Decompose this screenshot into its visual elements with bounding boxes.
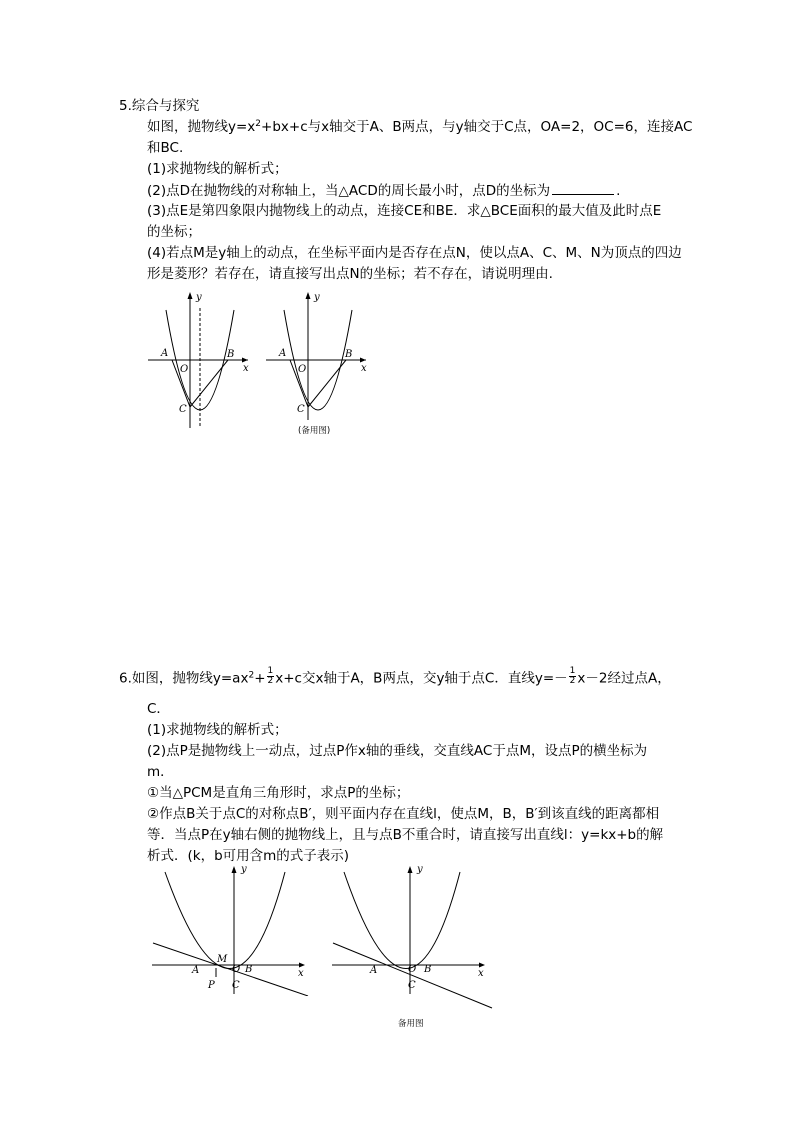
problem-6-figure-2 [330,862,498,1032]
problem-5-number: 5. [119,98,132,114]
line1-plus: + [254,670,266,687]
label-b: B [345,349,353,360]
q2-text: (2)点D在抛物线的对称轴上，当△ACD的周长最小时，点D的坐标为 [147,183,551,199]
label-x: x [478,968,484,979]
intro-text-b: +bx+c与x轴交于A、B两点，与y轴交于C点，OA=2，OC=6，连接AC [261,119,693,135]
fraction-one-half-2 [569,667,577,686]
label-b: B [424,964,432,975]
y-axis-arrow-icon [188,292,193,299]
label-y: y [314,292,320,303]
intro-text-a: 如图，抛物线y=x [147,119,256,135]
figure-caption: 备用图 [398,1019,424,1029]
intro-exponent: 2 [255,119,262,129]
label-o: O [180,364,189,375]
label-y: y [196,292,202,303]
x-axis-arrow-icon [299,963,305,968]
problem-5-q4a: (4)若点M是y轴上的动点，在坐标平面内是否存在点N，使以点A、C、M、N为顶点的四边 [147,245,682,261]
label-m: M [217,954,228,965]
label-p: P [208,980,215,991]
problem-5-title [119,97,199,115]
fraction-denominator: 2 [267,676,274,686]
problem-6-q2-1: ①当△PCM是直角三角形时，求点P的坐标； [147,785,410,801]
line1-exponent: 2 [248,670,255,681]
label-o: O [298,364,307,375]
label-a: A [192,965,200,976]
label-a: A [279,348,287,359]
y-axis-arrow-icon [306,292,311,299]
x-axis-arrow-icon [242,358,248,363]
label-c: C [297,404,305,415]
problem-6-q2b: m． [147,764,174,780]
label-c: C [179,404,187,415]
line1-text-a: 6.如图，抛物线y=ax [119,670,249,687]
problem-5-q3a: (3)点E是第四象限内抛物线上的动点，连接CE和BE．求△BCE面积的最大值及此时点E [147,203,662,219]
label-c: C [408,980,416,991]
problem-6-q2a: (2)点P是抛物线上一动点，过点P作x轴的垂线，交直线AC于点M，设点P的横坐标为 [147,743,648,759]
label-b: B [227,349,235,360]
fraction-numerator: 1 [267,666,274,676]
label-y: y [241,864,247,875]
problem-5-heading: 综合与探究 [131,98,200,114]
label-a: A [161,348,169,359]
label-x: x [298,968,304,979]
label-x: x [243,363,249,374]
label-a: A [370,965,378,976]
problem-5-q1: (1)求抛物线的解析式； [147,161,288,177]
problem-5-figure-1 [148,288,252,430]
x-axis-arrow-icon [360,358,366,363]
label-o: O [232,964,241,975]
line-ac [333,943,492,1008]
y-axis-arrow-icon [232,866,237,873]
problem-5-q3b: 的坐标； [147,224,201,240]
x-axis-arrow-icon [479,963,485,968]
line1-text-d: x－2经过点A， [577,670,671,687]
problem-5-q2 [147,181,620,200]
parabola [344,872,460,969]
fraction-numerator: 1 [569,666,576,676]
label-x: x [361,363,367,374]
label-y: y [417,864,423,875]
problem-6-q2-2c: 析式．(k，b可用含m的式子表示) [147,848,350,864]
problem-5-q4b: 形是菱形？若存在，请直接写出点N的坐标；若不存在，请说明理由. [147,266,553,282]
fraction-one-half [267,667,275,686]
segment-bc [190,360,228,407]
problem-6-q2-2b: 等．当点P在y轴右侧的抛物线上，且与点B不重合时，请直接写出直线l：y=kx+b的解 [147,827,664,843]
answer-blank[interactable] [552,181,614,195]
line1-text-c: x+c交x轴于A，B两点，交y轴于点C．直线y=－ [275,670,568,687]
problem-6-q2-2a: ②作点B关于点C的对称点B′，则平面内存在直线l，使点M，B，B′到该直线的距离都相 [147,806,660,822]
fraction-denominator: 2 [569,676,576,686]
label-o: O [408,964,417,975]
label-b: B [245,964,253,975]
problem-5-figure-2 [266,288,370,438]
line-ac [153,943,308,996]
problem-6-line-1 [119,666,671,688]
figure-caption: (备用图) [298,426,331,436]
problem-5-intro [147,118,692,136]
label-c: C [232,980,240,991]
problem-6-line-2: C． [147,701,170,717]
problem-6-figure-1 [150,862,310,996]
problem-6-q1: (1)求抛物线的解析式； [147,722,288,738]
problem-5-intro-2: 和BC. [147,140,184,156]
q2-end: . [616,183,621,199]
y-axis-arrow-icon [408,866,413,873]
segment-bc [308,360,346,407]
